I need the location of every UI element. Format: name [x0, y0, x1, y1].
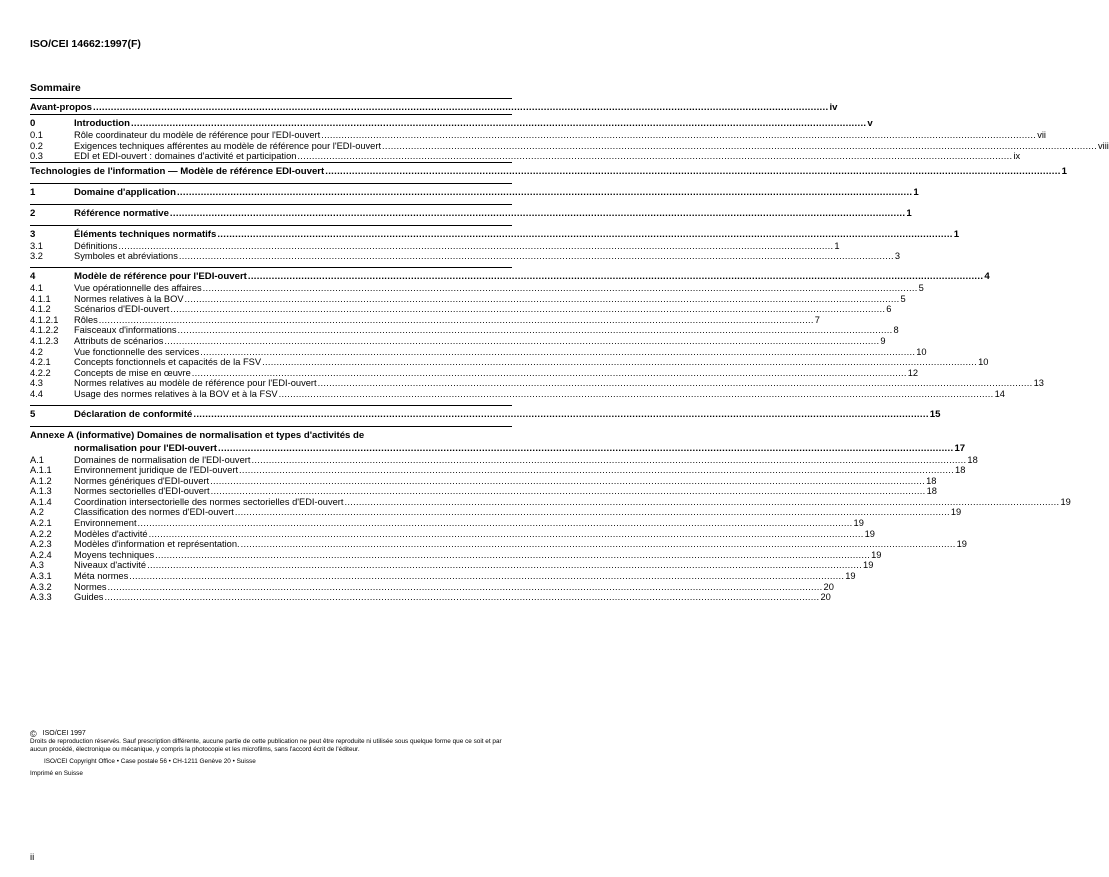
toc-entry-title: Usage des normes relatives à la BOV et à la FSV: [74, 388, 278, 399]
toc-entry-title: Normes: [74, 581, 107, 592]
toc-entry-title: Scénarios d'EDI-ouvert: [74, 304, 170, 315]
toc-entry[interactable]: [30, 408, 941, 421]
dot-leader: [248, 270, 983, 283]
toc-entry-page: 4: [984, 270, 990, 282]
toc-entry-number: 4.1.2: [30, 304, 51, 315]
toc-entry[interactable]: [30, 117, 873, 130]
toc-entry-page: 10: [916, 346, 927, 357]
toc-entry-title: Normes relatives à la BOV: [74, 293, 184, 304]
toc-entry-page: 1: [913, 186, 919, 198]
dot-leader: [185, 294, 900, 305]
toc-entry-page: 18: [955, 465, 966, 476]
toc-entry[interactable]: [30, 518, 864, 529]
toc-entry[interactable]: [30, 165, 1068, 178]
toc-entry-number: 4.1.2.1: [30, 314, 59, 325]
toc-entry-title: Niveaux d'activité: [74, 560, 147, 571]
toc-entry-title: Rôle coordinateur du modèle de référence pour l'EDI-ouvert: [74, 130, 321, 140]
toc-entry-title: Concepts fonctionnels et capacités de la FSV: [74, 357, 262, 368]
toc-entry[interactable]: [30, 581, 834, 593]
toc-entry[interactable]: [30, 549, 882, 561]
toc-entry[interactable]: [30, 454, 978, 466]
toc-entry[interactable]: [30, 592, 831, 603]
toc-entry[interactable]: [30, 293, 906, 305]
copyright-notice: [30, 730, 520, 778]
dot-leader: [192, 368, 907, 379]
toc-entry-page: viii: [1098, 140, 1109, 151]
dot-leader: [203, 283, 918, 294]
copyright-symbol: ©: [30, 729, 37, 739]
toc-entry-number: 4.2.2: [30, 367, 51, 378]
document-header: ISO/CEI 14662:1997(F): [30, 38, 141, 50]
toc-entry-title: Vue fonctionnelle des services: [74, 346, 200, 357]
dot-leader: [131, 117, 866, 130]
toc-entry-page: 3: [894, 251, 901, 262]
toc-entry-page: 19: [853, 518, 864, 529]
toc-entry-page: 1: [1061, 165, 1068, 177]
toc-entry-title: Déclaration de conformité: [74, 408, 193, 420]
toc-entry-title: Vue opérationnelle des affaires: [74, 282, 202, 293]
toc-entry-page: 19: [863, 560, 874, 571]
toc-entry-page: 18: [926, 486, 937, 497]
dot-leader: [239, 465, 954, 476]
toc-entry-title: Annexe A (informative) Domaines de normalisation et types d'activités de: [30, 429, 365, 441]
toc-entry-page: 5: [918, 282, 924, 293]
toc-entry-number: A.2.4: [30, 549, 52, 560]
dot-leader: [170, 207, 905, 220]
dot-leader: [164, 336, 879, 347]
printed-in: Imprimé en Suisse: [30, 770, 83, 777]
toc-entry-title: Modèles d'information et représentation.: [74, 539, 240, 550]
toc-entry[interactable]: [30, 486, 937, 497]
toc-entry-page: 19: [1060, 496, 1071, 507]
toc-entry-title: Coordination intersectorielle des normes sectorielles d'EDI-ouvert: [74, 496, 344, 507]
dot-leader: [129, 571, 844, 582]
dot-leader: [147, 560, 862, 571]
toc-entry[interactable]: [30, 270, 990, 283]
toc-entry-title: Guides: [74, 592, 104, 603]
toc-entry-page: 18: [926, 475, 937, 486]
toc-entry[interactable]: [30, 207, 912, 220]
toc-entry-number: A.3.3: [30, 592, 52, 603]
toc-entry-number: 0.3: [30, 151, 43, 162]
toc-entry-number: 1: [30, 186, 36, 198]
dot-leader: [211, 486, 926, 497]
dot-leader: [382, 141, 1097, 152]
toc-entry-title: Méta normes: [74, 571, 129, 582]
table-of-contents: [30, 98, 1109, 603]
toc-entry-number: 3.2: [30, 251, 43, 262]
toc-entry-number: A.2.3: [30, 539, 52, 550]
dot-leader: [325, 165, 1060, 178]
dot-leader: [93, 101, 828, 114]
toc-entry-page: 6: [886, 304, 892, 315]
toc-entry-page: 20: [823, 581, 834, 592]
toc-entry[interactable]: [30, 507, 962, 518]
toc-entry-number: A.1.2: [30, 475, 52, 486]
toc-entry-page: 12: [907, 367, 919, 378]
toc-entry[interactable]: [30, 378, 1044, 389]
toc-entry[interactable]: [30, 240, 840, 252]
toc-entry[interactable]: [30, 496, 1071, 508]
toc-entry-number: A.2.2: [30, 528, 52, 539]
dot-leader: [200, 347, 915, 358]
toc-entry-number: 2: [30, 207, 36, 219]
toc-entry-page: 1: [906, 207, 912, 219]
toc-entry-number: 3: [30, 228, 36, 240]
toc-entry[interactable]: [30, 304, 892, 315]
toc-entry-page: 1: [834, 240, 840, 251]
dot-leader: [235, 507, 950, 518]
toc-entry-title: Domaine d'application: [74, 186, 176, 198]
toc-entry-page: 5: [900, 293, 906, 304]
dot-leader: [170, 304, 885, 315]
toc-entry[interactable]: [30, 367, 919, 379]
toc-entry-number: 0.1: [30, 130, 43, 140]
toc-entry-number: 0: [30, 118, 36, 129]
toc-entry-title: Attributs de scénarios: [74, 335, 164, 346]
toc-entry-number: 4.2.1: [30, 357, 51, 368]
toc-entry[interactable]: [30, 528, 875, 540]
toc-entry[interactable]: [30, 560, 874, 571]
toc-entry[interactable]: [30, 346, 927, 358]
dot-leader: [321, 130, 1036, 141]
toc-entry[interactable]: [30, 251, 901, 262]
toc-entry[interactable]: [30, 475, 937, 487]
toc-entry-page: 10: [978, 357, 989, 368]
toc-entry-title: Environnement juridique de l'EDI-ouvert: [74, 465, 239, 476]
dot-leader: [251, 455, 966, 466]
dot-leader: [217, 228, 952, 241]
toc-entry-number: 4.1.2.2: [30, 325, 59, 336]
dot-leader: [210, 476, 925, 487]
toc-entry-number: 4.3: [30, 378, 43, 389]
toc-entry-number: A.1.4: [30, 496, 52, 507]
toc-entry-page: 18: [967, 454, 978, 465]
toc-entry-number: 0.2: [30, 140, 43, 151]
toc-entry-number: A.1.3: [30, 486, 52, 497]
dot-leader: [297, 151, 1012, 162]
toc-entry[interactable]: [30, 388, 1005, 400]
toc-entry-page: 7: [814, 314, 820, 325]
page-number: ii: [30, 852, 35, 863]
toc-entry-title: Concepts de mise en œuvre: [74, 367, 191, 378]
toc-entry-page: 19: [950, 507, 962, 518]
dot-leader: [149, 529, 864, 540]
toc-entry-title: Avant-propos: [30, 102, 93, 113]
toc-entry-title: Classification des normes d'EDI-ouvert: [74, 507, 234, 518]
toc-entry-page: 20: [820, 592, 831, 603]
toc-entry-number: A.3.2: [30, 581, 52, 592]
dot-leader: [155, 550, 870, 561]
toc-entry-number: 4.1.2.3: [30, 335, 59, 346]
copyright-address: ISO/CEI Copyright Office • Case postale 56 • CH-1211 Genève 20 • Suisse: [44, 758, 256, 765]
toc-entry[interactable]: [30, 228, 960, 241]
toc-entry-title: Modèle de référence pour l'EDI-ouvert: [74, 270, 247, 282]
toc-entry-number: 4: [30, 270, 36, 282]
copyright-line: ISO/CEI 1997: [42, 730, 86, 737]
toc-entry-title: Normes sectorielles d'EDI-ouvert: [74, 486, 210, 497]
toc-entry-page: 17: [954, 442, 966, 454]
toc-entry-number: 4.1.1: [30, 293, 51, 304]
dot-leader: [138, 518, 853, 529]
dot-leader: [178, 325, 893, 336]
toc-entry[interactable]: [30, 357, 989, 368]
toc-entry-number: 3.1: [30, 240, 43, 251]
toc-entry-title: Éléments techniques normatifs: [74, 228, 217, 240]
toc-entry-page: 1: [953, 228, 960, 240]
toc-entry-number: A.3: [30, 560, 44, 571]
dot-leader: [218, 442, 953, 455]
toc-entry-page: 19: [864, 528, 875, 539]
toc-entry[interactable]: [30, 314, 820, 326]
toc-entry[interactable]: [30, 101, 838, 114]
toc-entry-page: 19: [845, 571, 856, 582]
toc-entry-page: v: [867, 118, 873, 129]
toc-entry[interactable]: [30, 130, 1046, 141]
toc-entry-title: Modèles d'activité: [74, 528, 148, 539]
toc-entry[interactable]: [30, 151, 1021, 162]
toc-entry-title: Symboles et abréviations: [74, 251, 178, 262]
toc-entry-number: 5: [30, 408, 36, 420]
dot-leader: [179, 251, 894, 262]
toc-entry-page: iv: [829, 102, 838, 113]
toc-entry-title: Normes génériques d'EDI-ouvert: [74, 475, 210, 486]
toc-entry-page: 15: [929, 408, 941, 420]
toc-entry[interactable]: [30, 335, 886, 347]
dot-leader: [318, 378, 1033, 389]
dot-leader: [177, 186, 912, 199]
dot-leader: [193, 408, 928, 421]
dot-leader: [108, 582, 823, 593]
dot-leader: [118, 241, 833, 252]
toc-entry-title: Rôles: [74, 314, 98, 325]
toc-entry-title: Définitions: [74, 240, 118, 251]
toc-entry-title: EDI et EDI-ouvert : domaines d'activité et participation: [74, 151, 297, 162]
toc-entry-title: Moyens techniques: [74, 549, 155, 560]
toc-entry[interactable]: [30, 571, 856, 582]
dot-leader: [279, 389, 994, 400]
toc-entry[interactable]: [30, 282, 924, 294]
dot-leader: [262, 357, 977, 368]
toc-entry-title: Faisceaux d'informations: [74, 325, 177, 336]
toc-entry-page: 9: [880, 335, 886, 346]
dot-leader: [344, 497, 1059, 508]
toc-entry-title: Domaines de normalisation de l'EDI-ouvert: [74, 454, 251, 465]
toc-entry-number: 4.4: [30, 388, 43, 399]
toc-entry-title: Environnement: [74, 518, 137, 529]
toc-entry-title: Technologies de l'information — Modèle de référence EDI-ouvert: [30, 165, 325, 177]
toc-entry[interactable]: [30, 186, 919, 199]
toc-entry-title: Exigences techniques afférentes au modèle de référence pour l'EDI-ouvert: [74, 140, 382, 151]
toc-entry-page: vii: [1037, 130, 1046, 140]
toc-entry-page: 14: [994, 388, 1005, 399]
toc-entry-number: A.3.1: [30, 571, 52, 582]
toc-entry-page: 8: [893, 325, 899, 336]
dot-leader: [99, 315, 814, 326]
toc-entry[interactable]: [30, 325, 899, 336]
toc-entry-number: A.2.1: [30, 518, 52, 529]
toc-entry-page: 13: [1033, 378, 1044, 389]
toc-entry[interactable]: [30, 465, 966, 476]
copyright-rights: Droits de reproduction réservés. Sauf prescription différente, aucune partie de cette publication ne peut être reproduite ni utilisée sous quelque forme que ce soit et par aucun procédé, électronique ou mécanique, y compris la photocopie et les microfilms, sans l'accord écrit de l'éditeur.: [30, 738, 502, 753]
toc-entry-number: 4.2: [30, 346, 43, 357]
toc-entry-title-continued: normalisation pour l'EDI-ouvert: [74, 442, 218, 454]
toc-entry-number: A.1: [30, 454, 44, 465]
toc-entry[interactable]: [30, 140, 1109, 152]
toc-entry-number: A.1.1: [30, 465, 52, 476]
toc-entry-title: Introduction: [74, 118, 130, 129]
toc-entry[interactable]: [30, 429, 966, 455]
toc-entry[interactable]: [30, 539, 967, 550]
toc-entry-number: 4.1: [30, 282, 43, 293]
toc-entry-page: ix: [1013, 151, 1021, 162]
toc-entry-title: Normes relatives au modèle de référence pour l'EDI-ouvert: [74, 378, 317, 389]
dot-leader: [104, 592, 819, 603]
contents-heading: Sommaire: [30, 82, 81, 94]
toc-entry-page: 19: [871, 549, 882, 560]
toc-entry-title: Référence normative: [74, 207, 169, 219]
dot-leader: [241, 539, 956, 550]
toc-entry-number: A.2: [30, 507, 44, 518]
toc-entry-page: 19: [956, 539, 967, 550]
